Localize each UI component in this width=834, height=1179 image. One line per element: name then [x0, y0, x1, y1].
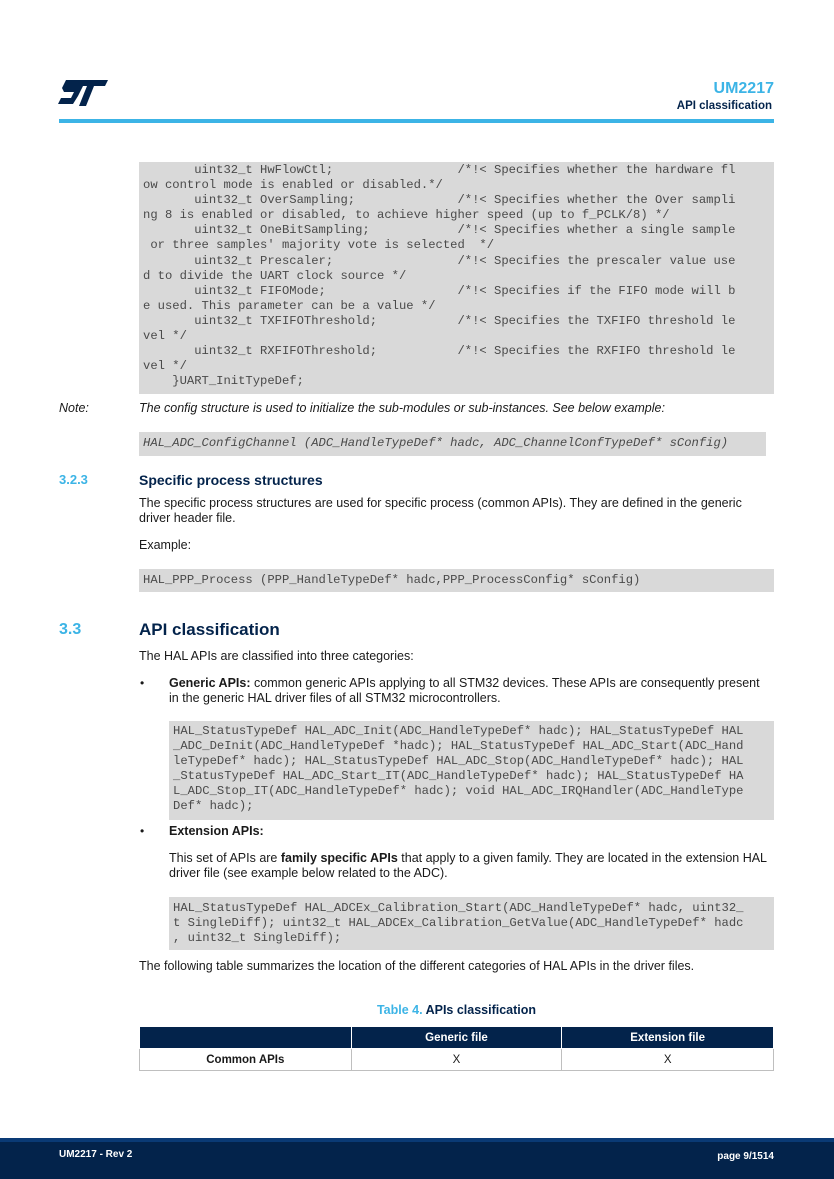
section-intro: The HAL APIs are classified into three categories: [139, 649, 414, 663]
note-text: The config structure is used to initialize the sub-modules or sub-instances. See below example: [139, 401, 665, 415]
generic-apis-label: Generic APIs: [169, 676, 251, 690]
table-row [140, 1049, 774, 1071]
code-line: or three samples' majority vote is selected */ [143, 238, 495, 253]
table-header-cell: Extension file [562, 1027, 774, 1049]
code-line: HAL_StatusTypeDef HAL_ADCEx_Calibration_Start(ADC_HandleTypeDef* hadc, uint32_ [173, 901, 744, 915]
text-span: that apply to a given family. They are located in the extension HAL [397, 851, 768, 865]
table-cell: X [351, 1049, 562, 1071]
code-line: _ADC_DeInit(ADC_HandleTypeDef *hadc); HAL_StatusTypeDef HAL_ADC_Start(ADC_Hand [173, 739, 744, 754]
generic-apis-line [169, 676, 760, 691]
code-line: HAL_StatusTypeDef HAL_ADC_Init(ADC_HandleTypeDef* hadc); HAL_StatusTypeDef HAL [173, 724, 744, 738]
generic-apis-line2: in the generic HAL driver files of all STM32 microcontrollers. [169, 691, 501, 705]
header-doc-id: UM2217 [713, 80, 774, 97]
paragraph-line: driver header file. [139, 511, 236, 525]
table-header-row [140, 1027, 774, 1049]
code-block-generic [169, 721, 774, 820]
code-line: uint32_t Prescaler; /*!< Specifies the prescaler value use [143, 253, 736, 268]
table-caption [139, 1003, 774, 1017]
code-block-extension [169, 897, 774, 950]
extension-apis-para-line2: driver file (see example below related to the ADC). [169, 866, 448, 880]
code-line: HAL_PPP_Process (PPP_HandleTypeDef* hadc,PPP_ProcessConfig* sConfig) [143, 573, 641, 587]
text-bold: family specific APIs [280, 851, 398, 865]
table-cell: X [562, 1049, 774, 1071]
table-header-cell [140, 1027, 352, 1049]
table-cell: Common APIs [140, 1049, 352, 1071]
code-line: t SingleDiff); uint32_t HAL_ADCEx_Calibration_GetValue(ADC_HandleTypeDef* hadc [173, 916, 744, 931]
footer-doc-rev: UM2217 - Rev 2 [59, 1149, 133, 1160]
st-logo-icon [58, 80, 108, 106]
example-label: Example: [139, 538, 192, 552]
header-section-title: API classification [676, 100, 772, 112]
code-line: ng 8 is enabled or disabled, to achieve higher speed (up to f_PCLK/8) */ [143, 208, 670, 223]
code-line: , uint32_t SingleDiff); [173, 931, 342, 946]
apis-classification-table [139, 1026, 774, 1071]
code-line: uint32_t OverSampling; /*!< Specifies whether the Over sampli [143, 193, 736, 208]
code-block-note [139, 432, 766, 456]
table-header-cell: Generic file [351, 1027, 562, 1049]
header-rule [59, 119, 774, 123]
code-line: vel */ [143, 329, 187, 344]
code-line: uint32_t HwFlowCtl; /*!< Specifies whether the hardware fl [143, 163, 736, 177]
extension-apis-bold: Extension APIs: [169, 824, 264, 838]
bullet-icon: • [140, 824, 145, 838]
code-line: uint32_t FIFOMode; /*!< Specifies if the FIFO mode will b [143, 283, 736, 298]
generic-apis-text: common generic APIs applying to all STM32 devices. These APIs are consequently present [250, 676, 760, 690]
code-line: e used. This parameter can be a value */ [143, 298, 436, 313]
code-line: _StatusTypeDef HAL_ADC_Start_IT(ADC_HandleTypeDef* hadc); HAL_StatusTypeDef HA [173, 769, 744, 784]
bullet-icon: • [140, 676, 145, 690]
section-number-33: 3.3 [59, 621, 82, 638]
paragraph-line: The specific process structures are used for specific process (common APIs). They are defined in the generic [139, 496, 742, 510]
code-line: uint32_t OneBitSampling; /*!< Specifies whether a single sample [143, 223, 736, 238]
table-caption-label: Table 4. [376, 1003, 423, 1017]
code-line: uint32_t TXFIFOThreshold; /*!< Specifies the TXFIFO threshold le [143, 313, 736, 328]
code-line: vel */ [143, 359, 187, 374]
footer-page-number: page 9/1514 [717, 1151, 774, 1162]
extension-apis-para [169, 851, 767, 866]
section-title-33: API classification [139, 620, 280, 639]
text-span: This set of APIs are [169, 851, 281, 865]
table-caption-title: APIs classification [425, 1003, 537, 1017]
code-line: Def* hadc); [173, 799, 254, 814]
code-line: L_ADC_Stop_IT(ADC_HandleTypeDef* hadc); void HAL_ADC_IRQHandler(ADC_HandleType [173, 784, 744, 799]
table-summary-text: The following table summarizes the location of the different categories of HAL APIs in the driver files. [139, 959, 695, 973]
code-line: d to divide the UART clock source */ [143, 268, 407, 283]
code-block-process [139, 569, 774, 592]
code-line: HAL_ADC_ConfigChannel (ADC_HandleTypeDef* hadc, ADC_ChannelConfTypeDef* sConfig) [143, 436, 729, 450]
section-title-323: Specific process structures [139, 472, 323, 488]
code-line: }UART_InitTypeDef; [143, 374, 304, 389]
note-label: Note: [59, 401, 89, 415]
code-block-uart-struct [139, 162, 774, 394]
extension-apis-label [169, 824, 264, 839]
code-line: leTypeDef* hadc); HAL_StatusTypeDef HAL_ADC_Stop(ADC_HandleTypeDef* hadc); HAL [173, 754, 744, 769]
code-line: uint32_t RXFIFOThreshold; /*!< Specifies the RXFIFO threshold le [143, 344, 736, 359]
section-number-323: 3.2.3 [59, 472, 88, 487]
code-line: ow control mode is enabled or disabled.*/ [143, 178, 443, 193]
